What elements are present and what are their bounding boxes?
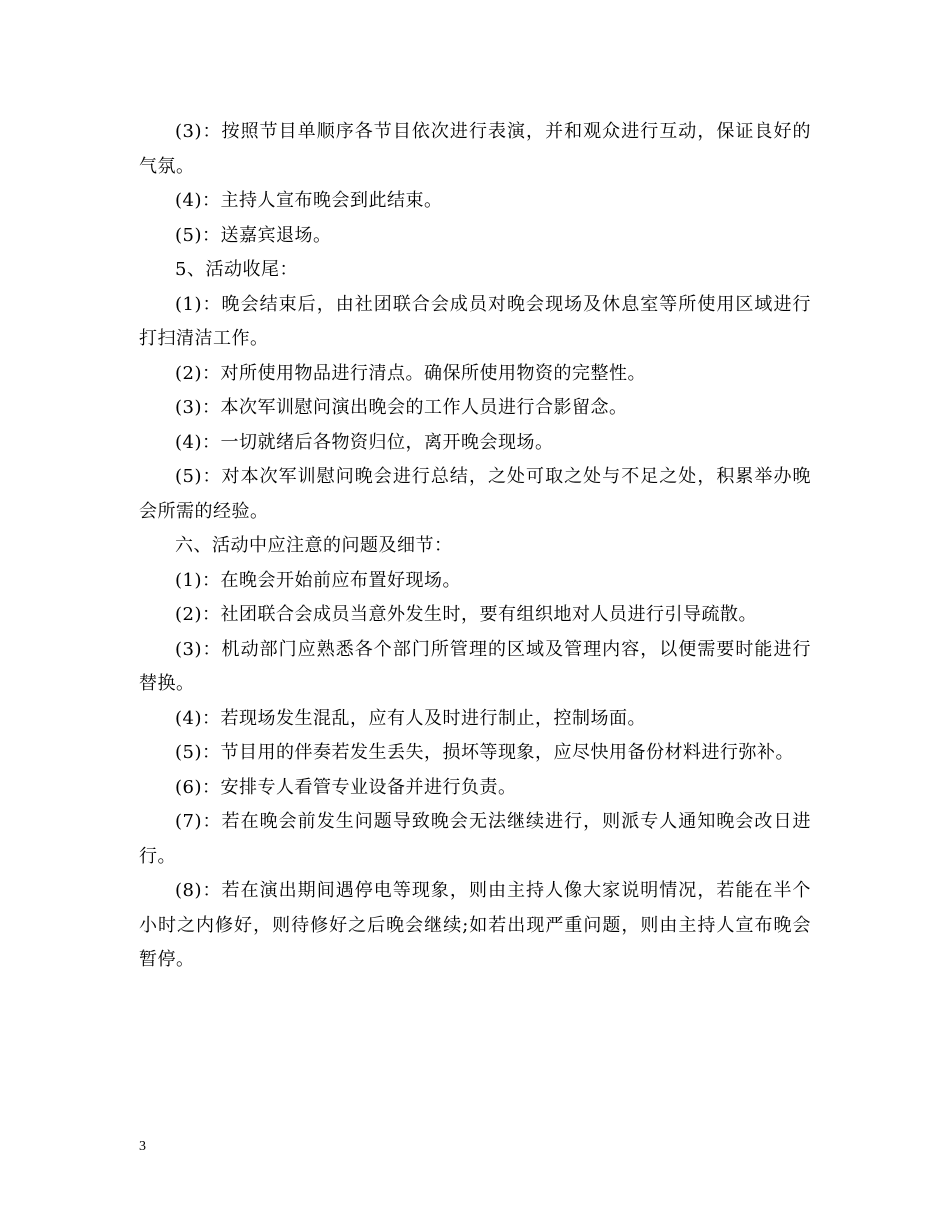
section-heading: 六、活动中应注意的问题及细节： <box>175 535 453 556</box>
paragraph: (5)：对本次军训慰问晚会进行总结，之处可取之处与不足之处，积累举办晚会所需的经验。 <box>139 466 811 522</box>
section-heading: 5、活动收尾： <box>175 259 298 280</box>
paragraph: (4)：一切就绪后各物资归位，离开晚会现场。 <box>175 431 554 453</box>
paragraph: (7)：若在晚会前发生问题导致晚会无法继续进行，则派专人通知晚会改日进行。 <box>139 811 811 867</box>
document-body <box>139 115 811 978</box>
paragraph: (3)：按照节目单顺序各节目依次进行表演，并和观众进行互动，保证良好的气氛。 <box>139 121 811 177</box>
paragraph: (6)：安排专人看管专业设备并进行负责。 <box>175 776 517 798</box>
paragraph: (4)：若现场发生混乱，应有人及时进行制止，控制场面。 <box>175 707 646 729</box>
paragraph: (2)：社团联合会成员当意外发生时，要有组织地对人员进行引导疏散。 <box>175 604 757 625</box>
paragraph: (1)：在晚会开始前应布置好现场。 <box>175 569 461 591</box>
paragraph: (5)：节目用的伴奏若发生丢失，损坏等现象，应尽快用备份材料进行弥补。 <box>175 742 794 763</box>
paragraph: (3)：本次军训慰问演出晚会的工作人员进行合影留念。 <box>175 397 628 418</box>
paragraph: (3)：机动部门应熟悉各个部门所管理的区域及管理内容，以便需要时能进行替换。 <box>139 638 811 694</box>
paragraph: (8)：若在演出期间遇停电等现象，则由主持人像大家说明情况，若能在半个小时之内修好，则待修好之后晚会继续;如若出现严重问题，则由主持人宣布晚会暂停。 <box>139 880 811 970</box>
page-number: 3 <box>139 1139 146 1154</box>
paragraph: (2)：对所使用物品进行清点。确保所使用物资的完整性。 <box>175 362 646 384</box>
paragraph: (4)：主持人宣布晚会到此结束。 <box>175 190 443 211</box>
paragraph: (1)：晚会结束后，由社团联合会成员对晚会现场及休息室等所使用区域进行打扫清洁工作。 <box>139 293 811 349</box>
paragraph: (5)：送嘉宾退场。 <box>175 224 332 246</box>
